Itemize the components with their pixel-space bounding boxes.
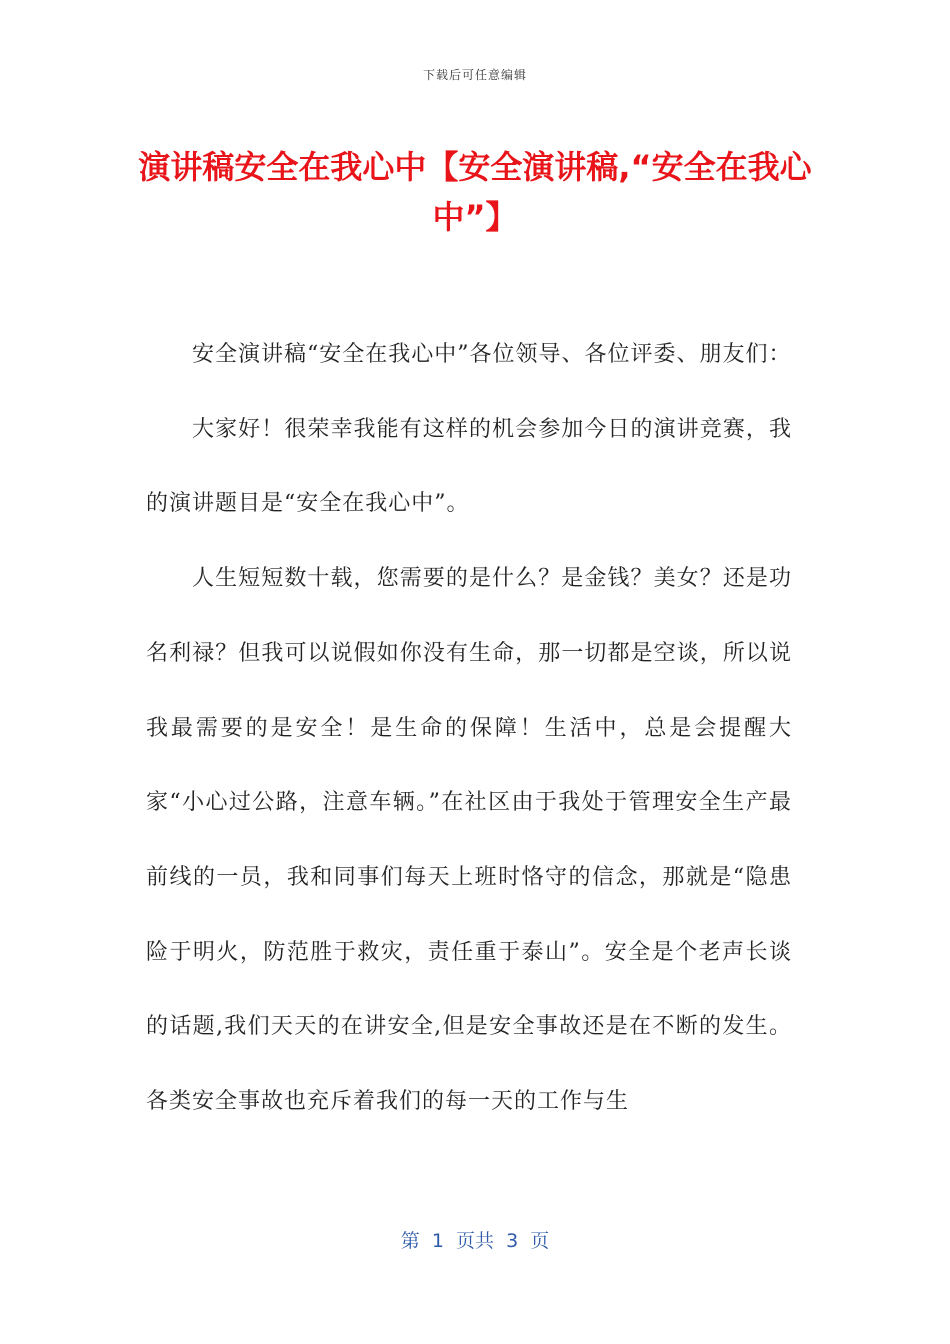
paragraph-greeting: 安全演讲稿“安全在我心中”各位领导、各位评委、朋友们： (192, 342, 792, 367)
page-header-note: 下载后可任意编辑 (422, 68, 527, 82)
document-title: 演讲稿安全在我心中【安全演讲稿,“安全在我心中”】 (138, 148, 812, 236)
page-number: 第 1 页共 3 页 (400, 1230, 550, 1252)
paragraph-main: 人生短短数十载，您需要的是什么？是金钱？美女？还是功名利禄？但我可以说假如你没有生命，那一切都是空谈，所以说我最需要的是安全！是生命的保障！生活中，总是会提醒大家“小心过公路，注意车辆。”在社区由于我处于管理安全生产最前线的一员，我和同事们每天上班时恪守的信念，那就是“隐患险于明火，防范胜于救灾，责任重于泰山”。安全是个老声长谈的话题,我们天天的在讲安全,但是安全事故还是在不断的发生。各类安全事故也充斥着我们的每一天的工作与生 (146, 566, 792, 1115)
document-body (146, 318, 792, 1140)
paragraph-intro: 大家好！很荣幸我能有这样的机会参加今日的演讲竞赛，我的演讲题目是“安全在我心中”。 (146, 416, 792, 517)
